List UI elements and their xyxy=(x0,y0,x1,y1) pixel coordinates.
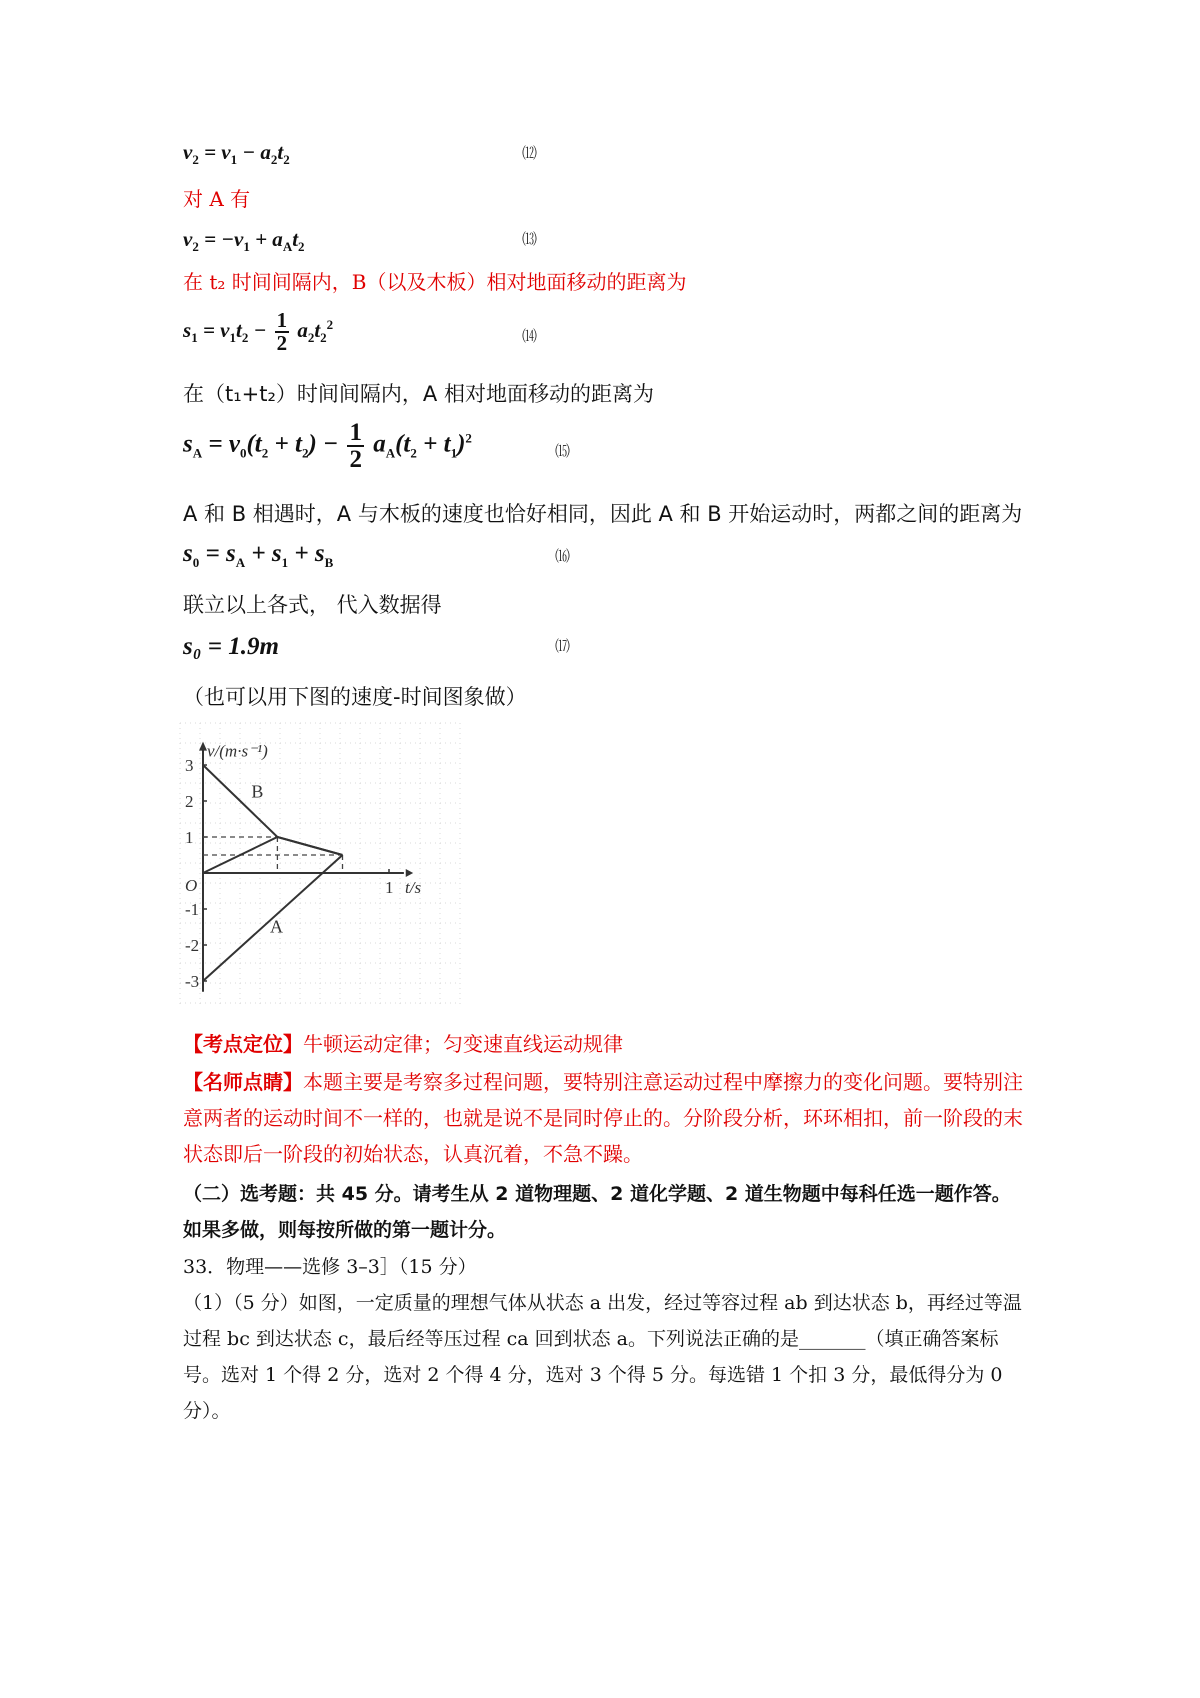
y-tick-label: -3 xyxy=(185,972,200,991)
y-tick-label: O xyxy=(185,876,198,895)
line-t1t2-interval: 在（t₁+t₂）时间间隔内，A 相对地面移动的距离为 xyxy=(183,382,654,406)
equation-14-number: ⒁ xyxy=(522,327,538,345)
y-tick-label: 3 xyxy=(185,756,194,775)
equation-12-number: ⑿ xyxy=(522,144,538,162)
kaodian-label: 【考点定位】 xyxy=(183,1032,303,1056)
y-tick-label: -1 xyxy=(185,900,200,919)
series-label-a: A xyxy=(269,916,283,937)
equation-13: $v_2 = -v_1 + a_At_2$ xyxy=(183,227,305,255)
line-dui-a: 对 A 有 xyxy=(183,187,251,211)
equation-17: s₀ = 1.9m xyxy=(183,633,279,660)
kaodian-text: 牛顿运动定律；匀变速直线运动规律 xyxy=(303,1032,623,1056)
equation-15-number: ⒂ xyxy=(555,442,571,460)
line-t2-interval: 在 t₂ 时间间隔内，B（以及木板）相对地面移动的距离为 xyxy=(183,270,687,294)
xuankao-paragraph: （二）选考题：共 45 分。请考生从 2 道物理题、2 道化学题、2 道生物题中每科任选一题作答。如果多做，则每按所做的第一题计分。 xyxy=(183,1183,1011,1241)
x-tick-label: 1 xyxy=(385,878,394,897)
y-tick-label: -2 xyxy=(185,936,200,955)
line-graph-hint: （也可以用下图的速度-时间图象做） xyxy=(183,685,527,709)
mingshi-label: 【名师点睛】 xyxy=(183,1070,303,1094)
y-tick-label: 1 xyxy=(185,828,194,847)
mingshi-paragraph xyxy=(183,1064,1023,1172)
equation-14: $s_1 = v_1t_2$ − $\frac{1}{2}$ $a_2t_2^2$ xyxy=(183,308,334,355)
line-combine: 联立以上各式， 代入数据得 xyxy=(183,593,442,617)
kaodian-line xyxy=(183,1028,623,1057)
equation-16: $s_0 = s_A + s_1 + s_B$ xyxy=(183,540,334,570)
equation-13-number: ⒀ xyxy=(522,230,538,248)
q33-part1: （1）（5 分）如图，一定质量的理想气体从状态 a 出发，经过等容过程 ab 到达状态 b，再经过等温过程 bc 到达状态 c，最后经等压过程 ca 回到状态 a。下列说法正确的是_______（填正确答案标号。选对 1 个得 2 分，选对 2 个得 4 分，选对 3 个得 5 分。每选错 1 个扣 3 分，最低得分为 0 分）。 xyxy=(183,1292,1022,1422)
equation-12: $v_2 = v_1 - a_2t_2$ xyxy=(183,140,290,168)
series-label-b: B xyxy=(251,781,264,802)
equation-16-number: ⒃ xyxy=(555,547,571,565)
y-axis-label: v/(m·s⁻¹) xyxy=(207,741,268,761)
x-axis-arrow xyxy=(406,869,413,877)
y-tick-label: 2 xyxy=(185,792,194,811)
x-axis-label: t/s xyxy=(405,878,422,897)
series-line-b xyxy=(203,765,343,855)
line-meet: A 和 B 相遇时，A 与木板的速度也恰好相同，因此 A 和 B 开始运动时，两都之间的距离为 xyxy=(183,502,1023,526)
mingshi-text: 本题主要是考察多过程问题，要特别注意运动过程中摩擦力的变化问题。要特别注意两者的运动时间不一样的，也就是说不是同时停止的。分阶段分析，环环相扣，前一阶段的末状态即后一阶段的初始状态，认真沉着，不急不躁。 xyxy=(183,1070,1023,1166)
q33-title: 33．物理——选修 3–3］（15 分） xyxy=(183,1256,477,1278)
vt-chart xyxy=(170,715,470,1015)
equation-15: $s_A = v_0(t_2 + t_2)$ − $\frac{1}{2}$ $a_A(t_2 + t_1)^2$ xyxy=(183,419,472,473)
equation-17-number: ⒄ xyxy=(555,637,571,655)
